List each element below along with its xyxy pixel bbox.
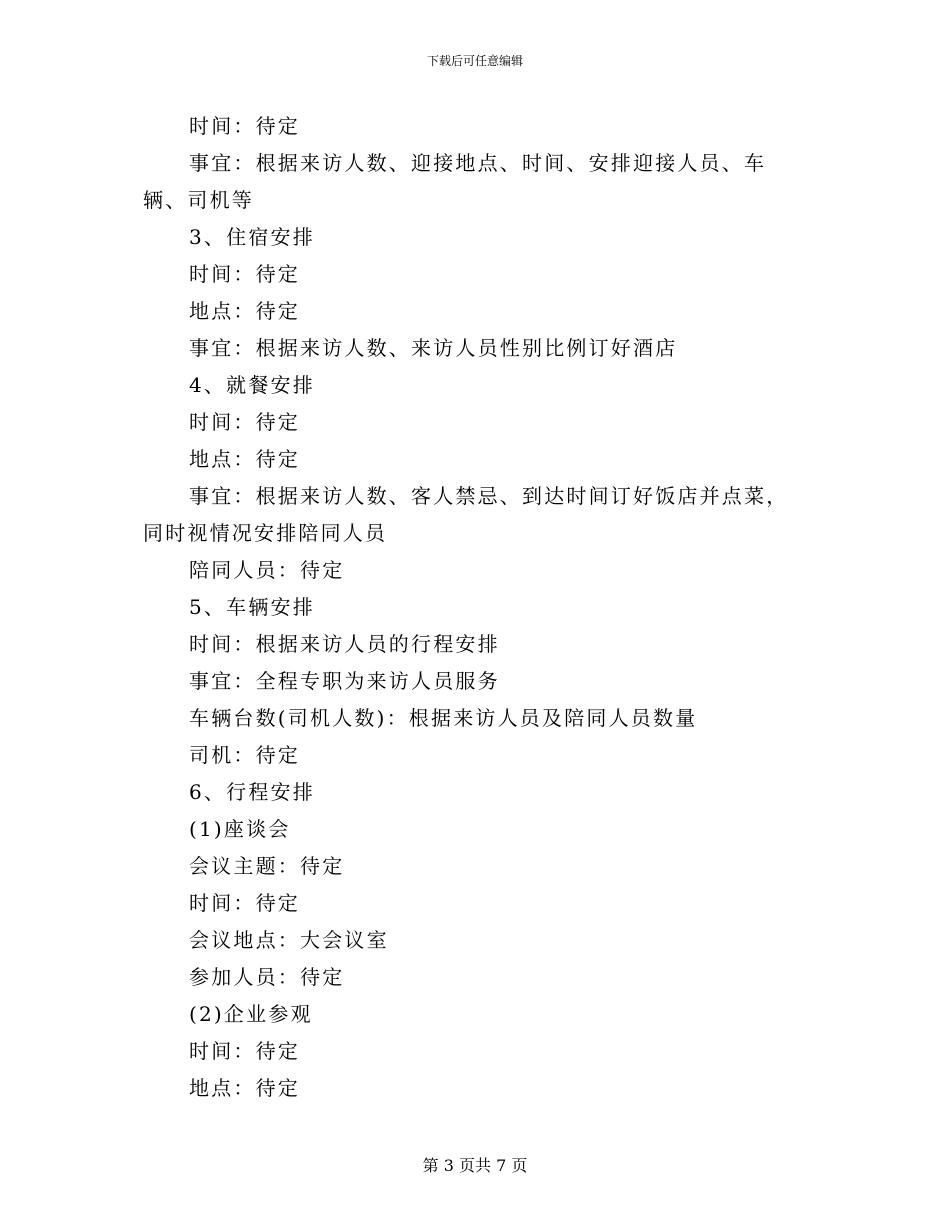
body-line: 事宜：根据来访人数、来访人员性别比例订好酒店: [189, 336, 678, 360]
subsection-heading: (2)企业参观: [189, 1002, 313, 1026]
body-line: 地点：待定: [189, 299, 300, 323]
body-line: 时间：根据来访人员的行程安排: [189, 632, 500, 656]
body-line: 陪同人员：待定: [189, 558, 345, 582]
document-body: [143, 108, 803, 1107]
body-line: 事宜：根据来访人数、客人禁忌、到达时间订好饭店并点菜，同时视情况安排陪同人员: [143, 484, 789, 545]
section-heading: 3、住宿安排: [189, 225, 315, 249]
body-line: 参加人员：待定: [189, 965, 345, 989]
body-line: 地点：待定: [189, 447, 300, 471]
body-line: 时间：待定: [189, 1039, 300, 1063]
body-line: 车辆台数(司机人数)：根据来访人员及陪同人员数量: [189, 706, 698, 730]
body-line: 时间：待定: [189, 410, 300, 434]
body-line: 事宜：全程专职为来访人员服务: [189, 669, 500, 693]
body-line: 时间：待定: [189, 891, 300, 915]
body-line: 地点：待定: [189, 1076, 300, 1100]
body-line: 会议主题：待定: [189, 854, 345, 878]
subsection-heading: (1)座谈会: [189, 817, 291, 841]
section-heading: 4、就餐安排: [189, 373, 315, 397]
body-line: 会议地点：大会议室: [189, 928, 389, 952]
body-line: 事宜：根据来访人数、迎接地点、时间、安排迎接人员、车辆、司机等: [143, 151, 767, 212]
page-footer: 第 3 页共 7 页: [422, 1156, 528, 1175]
section-heading: 5、车辆安排: [189, 595, 315, 619]
section-heading: 6、行程安排: [189, 780, 315, 804]
page-header: 下载后可任意编辑: [426, 54, 523, 68]
body-line: 司机：待定: [189, 743, 300, 767]
body-line: 时间：待定: [189, 114, 300, 138]
body-line: 时间：待定: [189, 262, 300, 286]
